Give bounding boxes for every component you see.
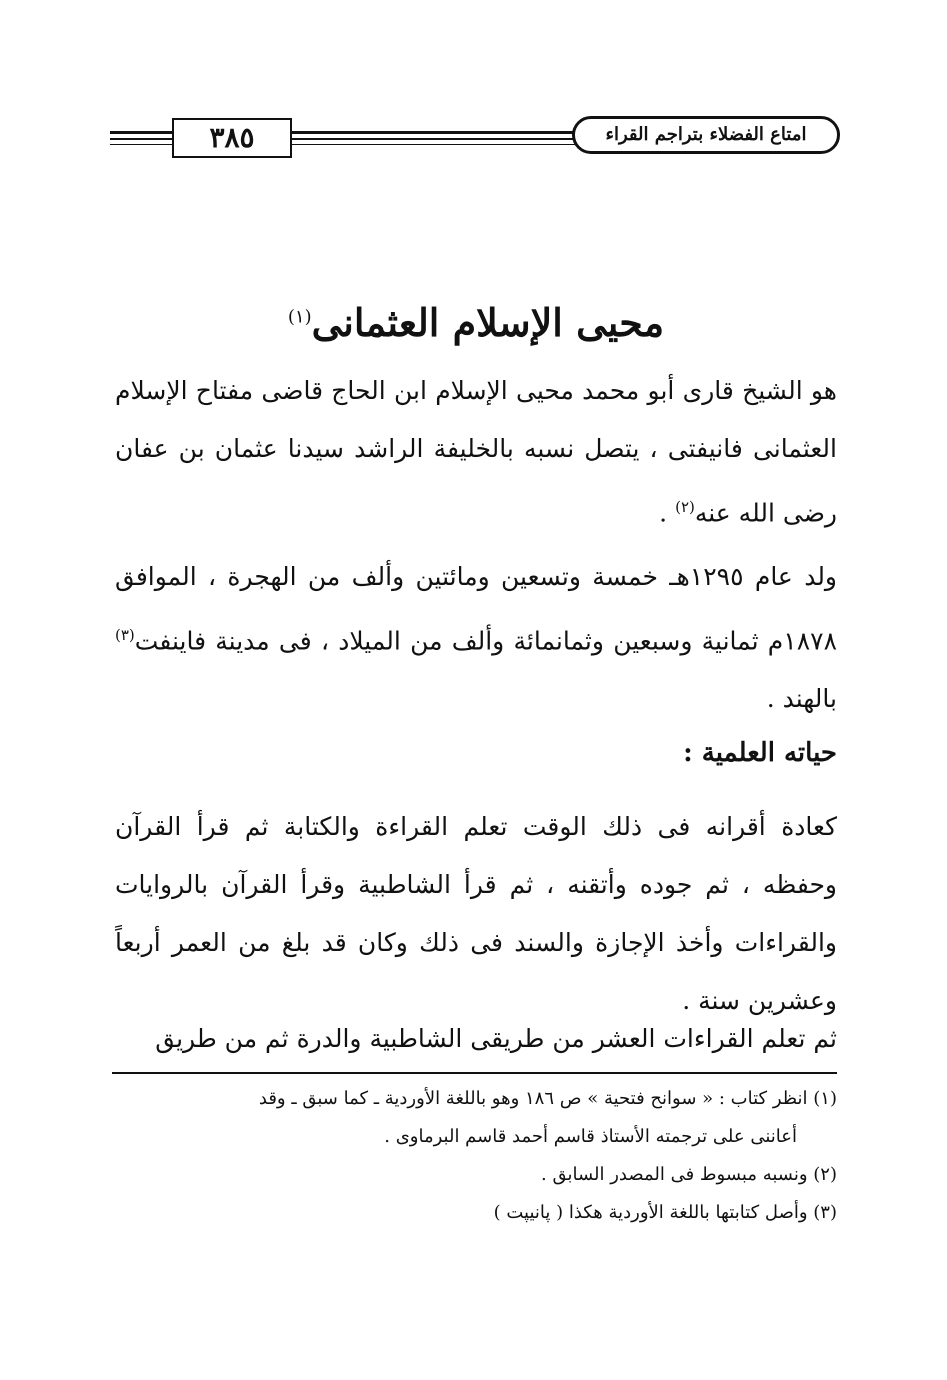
paragraph-text: ولد عام ١٢٩٥هـ خمسة وتسعين ومائتين وألف من الهجرة ، الموافق ١٨٧٨م ثمانية وسبعين وثمانمائة وألف من الميلاد ، فى مدينة فاينفت [115,562,838,656]
footnotes [115,1080,837,1232]
footnote-1: (١) انظر كتاب : « سوانح فتحية » ص ١٨٦ وهو باللغة الأوردية ـ كما سبق ـ وقد [258,1088,837,1109]
paragraph-education [115,798,837,1030]
paragraph-text: ثم تعلم القراءات العشر من طريقى الشاطبية والدرة ثم من طريق [155,1024,837,1053]
paragraph-end: . [659,498,676,528]
chapter-title-text: محيى الإسلام العثمانى [311,300,665,345]
paragraph-text: هو الشيخ قارى أبو محمد محيى الإسلام ابن الحاج قاضى مفتاح الإسلام العثمانى فانيفتى ، يتصل نسبه بالخليفة الراشد سيدنا عثمان بن عفان رضى الله عنه [115,376,837,528]
footnote-2: (٢) ونسبه مبسوط فى المصدر السابق . [541,1164,837,1185]
footnote-separator [112,1072,837,1074]
section-heading: حياته العلمية : [683,738,837,768]
chapter-title [115,300,837,345]
paragraph-text: كعادة أقرانه فى ذلك الوقت تعلم القراءة والكتابة ثم قرأ القرآن وحفظه ، ثم جوده وأتقنه ، ثم قرأ الشاطبية وقرأ القرآن بالروايات والقراءات وأخذ الإجازة والسند فى ذلك وكان قد بلغ من العمر أربعاً وعشرين سنة . [115,812,837,1015]
footnote-ref: (٣) [115,626,135,644]
footnote-3: (٣) وأصل كتابتها باللغة الأوردية هكذا ( پانيپت ) [493,1202,837,1223]
footnote-ref: (٢) [675,498,695,516]
paragraph-birth [115,548,837,728]
running-book-title: امتاع الفضلاء بتراجم القراء [572,116,840,154]
footnote-ref: (١) [287,306,312,328]
footnote-1-continued: أعاننى على ترجمته الأستاذ قاسم أحمد قاسم البرماوى . [384,1126,797,1147]
paragraph-continuation [115,1010,837,1068]
paragraph-lineage [115,362,837,542]
page-number: ٣٨٥ [172,118,292,158]
paragraph-text: بالهند . [766,684,837,714]
page-header [110,118,840,170]
